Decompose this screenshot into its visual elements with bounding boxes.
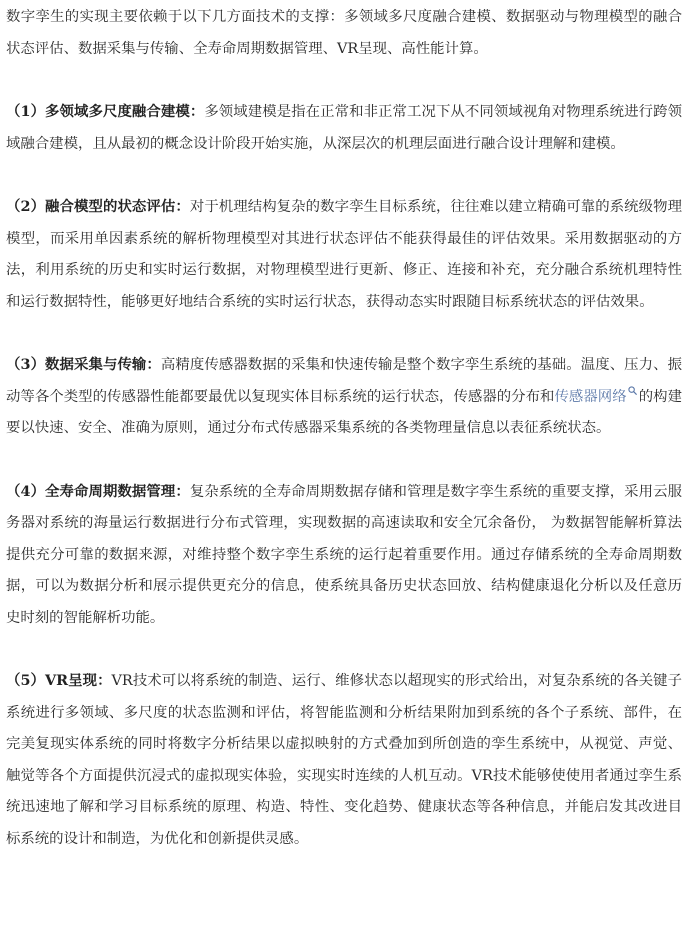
section-body: 对于机理结构复杂的数字孪生目标系统，往往难以建立精确可靠的系统级物理模型，而采用单因素系统的解析物理模型对其进行状态评估不能获得最佳的评估效果。采用数据驱动的方法，利用系统的历史和实时运行数据，对物理模型进行更新、修正、连接和补充，充分融合系统机理特性和运行数据特性，能够更好地结合系统的实时运行状态，获得动态实时跟随目标系统状态的评估效果。	[6, 199, 682, 310]
section-heading: （2）融合模型的状态评估：	[6, 198, 190, 215]
section-data-acquisition	[6, 349, 682, 445]
section-body: 复杂系统的全寿命周期数据存储和管理是数字孪生系统的重要支撑，采用云服务器对系统的海量运行数据进行分布式管理，实现数据的高速读取和安全冗余备份， 为数据智能解析算法提供充分可靠的数据来源，对维持整个数字孪生系统的运行起着重要作用。通过存储系统的全寿命周期数据，可以为数据分析和展示提供更充分的信息，使系统具备历史状态回放、结构健康退化分析以及任意历史时刻的智能解析功能。	[6, 483, 682, 626]
section-heading: （3）数据采集与传输：	[6, 356, 161, 373]
search-icon[interactable]	[628, 386, 637, 395]
sensor-network-link[interactable]: 传感器网络	[554, 388, 627, 405]
section-body: 多领域建模是指在正常和非正常工况下从不同领域视角对物理系统进行跨领域融合建模，且从最初的概念设计阶段开始实施，从深层次的机理层面进行融合设计理解和建模。	[6, 104, 682, 152]
section-body: VR技术可以将系统的制造、运行、维修状态以超现实的形式给出，对复杂系统的各关键子系统进行多领域、多尺度的状态监测和评估，将智能监测和分析结果附加到系统的各个子系统、部件，在完美复现实体系统的同时将数字分析结果以虚拟映射的方式叠加到所创造的孪生系统中，从视觉、声觉、触觉等各个方面提供沉浸式的虚拟现实体验，实现实时连续的人机互动。VR技术能够使使用者通过孪生系统迅速地了解和学习目标系统的原理、构造、特性、变化趋势、健康状态等各种信息，并能启发其改进目标系统的设计和制造，为优化和创新提供灵感。	[6, 673, 682, 847]
section-vr-presentation	[6, 665, 682, 855]
section-body-part-1: 高精度传感器数据的采集和快速传输是整个数字孪生系统的基础。温度、压力、振动等各个类型的传感器性能都要最优以复现实体目标系统的运行状态，传感器的分布和	[6, 357, 682, 405]
section-heading: （4）全寿命周期数据管理：	[6, 482, 190, 500]
section-heading: （1）多领域多尺度融合建模：	[6, 103, 205, 120]
intro-paragraph: 数字孪生的实现主要依赖于以下几方面技术的支撑：多领域多尺度融合建模、数据驱动与物理模型的融合状态评估、数据采集与传输、全寿命周期数据管理、VR呈现、高性能计算。	[6, 9, 682, 57]
section-body-part-2: 的构建要以快速、安全、准确为原则，通过分布式传感器采集系统的各类物理量信息以表征系统状态。	[6, 388, 682, 436]
section-heading: （5）VR呈现：	[6, 672, 112, 689]
section-state-evaluation	[6, 191, 682, 318]
section-lifecycle-data	[6, 476, 682, 635]
section-multi-domain-modeling	[6, 96, 682, 160]
